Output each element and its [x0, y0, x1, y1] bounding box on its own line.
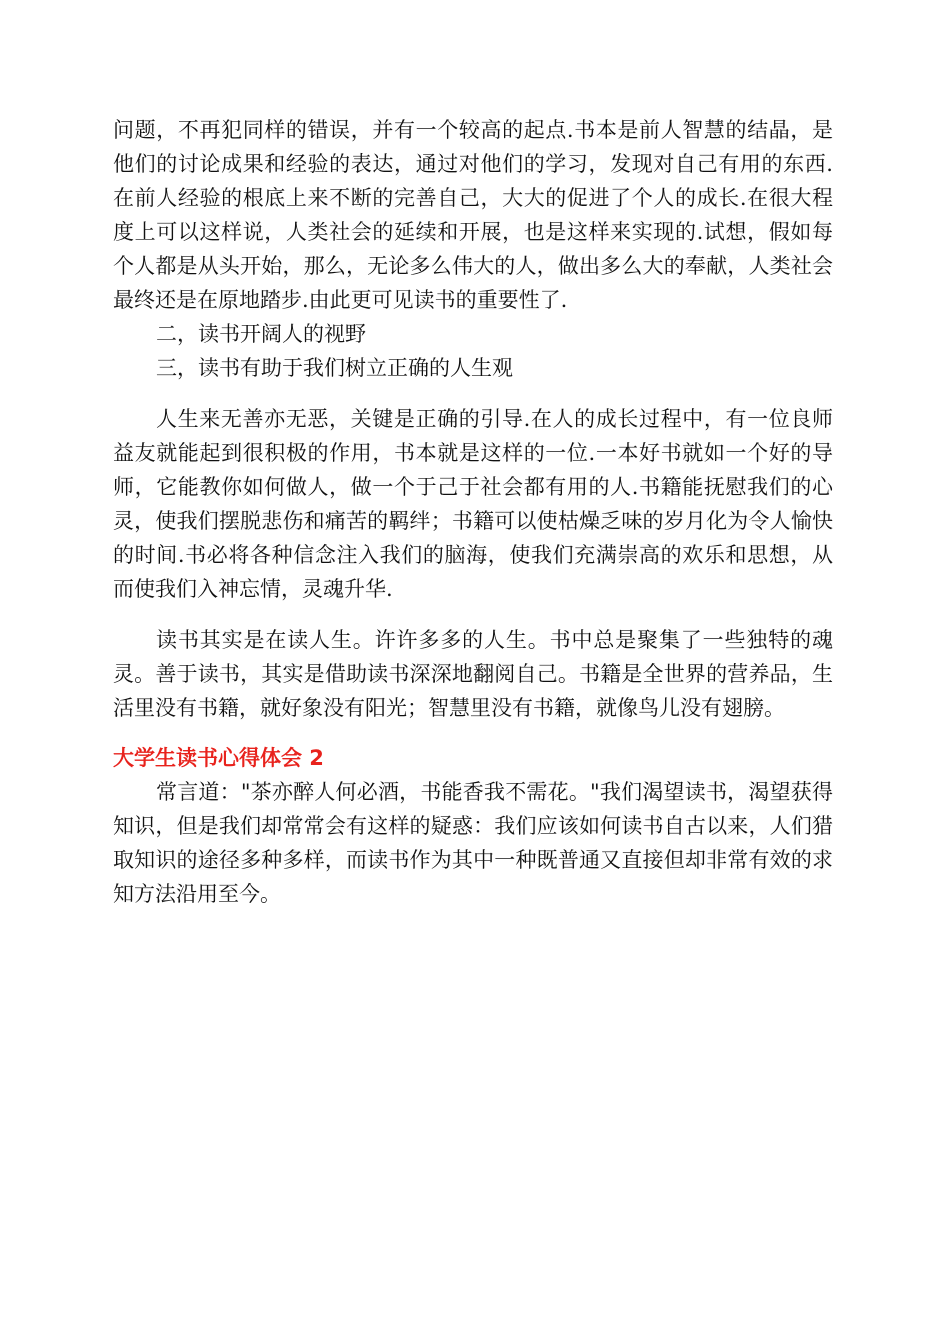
body-paragraph-intro-2: 常言道："茶亦醉人何必酒，书能香我不需花。"我们渴望读书，渴望获得知识，但是我们却常常会有这样的疑惑：我们应该如何读书自古以来，人们猎取知识的途径多种多样，而读书作为其中一种既普通又直接但却非常有效的求知方法沿用至今。 — [113, 780, 833, 906]
body-paragraph-continuation: 问题，不再犯同样的错误，并有一个较高的起点.书本是前人智慧的结晶，是他们的讨论成果和经验的表达，通过对他们的学习，发现对自己有用的东西.在前人经验的根底上来不断的完善自己，大大的促进了个人的成长.在很大程度上可以这样说，人类社会的延续和开展，也是这样来实现的.试想，假如每个人都是从头开始，那么，无论多么伟大的人，做出多么大的奉献，人类社会最终还是在原地踏步.由此更可见读书的重要性了. — [113, 118, 833, 312]
subheading-correct-outlook: 三，读书有助于我们树立正确的人生观 — [156, 356, 513, 380]
body-paragraph-outlook: 人生来无善亦无恶，关键是正确的引导.在人的成长过程中，有一位良师益友就能起到很积极的作用，书本就是这样的一位.一本好书就如一个好的导师，它能教你如何做人，做一个于己于社会都有用的人.书籍能抚慰我们的心灵，使我们摆脱悲伤和痛苦的羁绊；书籍可以使枯燥乏味的岁月化为令人愉快的时间.书必将各种信念注入我们的脑海，使我们充满崇高的欢乐和思想，从而使我们入神忘情，灵魂升华. — [113, 407, 833, 601]
section-title: 大学生读书心得体会 2 — [113, 746, 324, 770]
document-body — [113, 113, 833, 911]
body-paragraph-reading-life: 读书其实是在读人生。许许多多的人生。书中总是聚集了一些独特的魂灵。善于读书，其实是借助读书深深地翻阅自己。书籍是全世界的营养品，生活里没有书籍，就好象没有阳光；智慧里没有书籍，就像鸟儿没有翅膀。 — [113, 628, 833, 720]
subheading-broaden-horizons: 二，读书开阔人的视野 — [156, 322, 366, 346]
